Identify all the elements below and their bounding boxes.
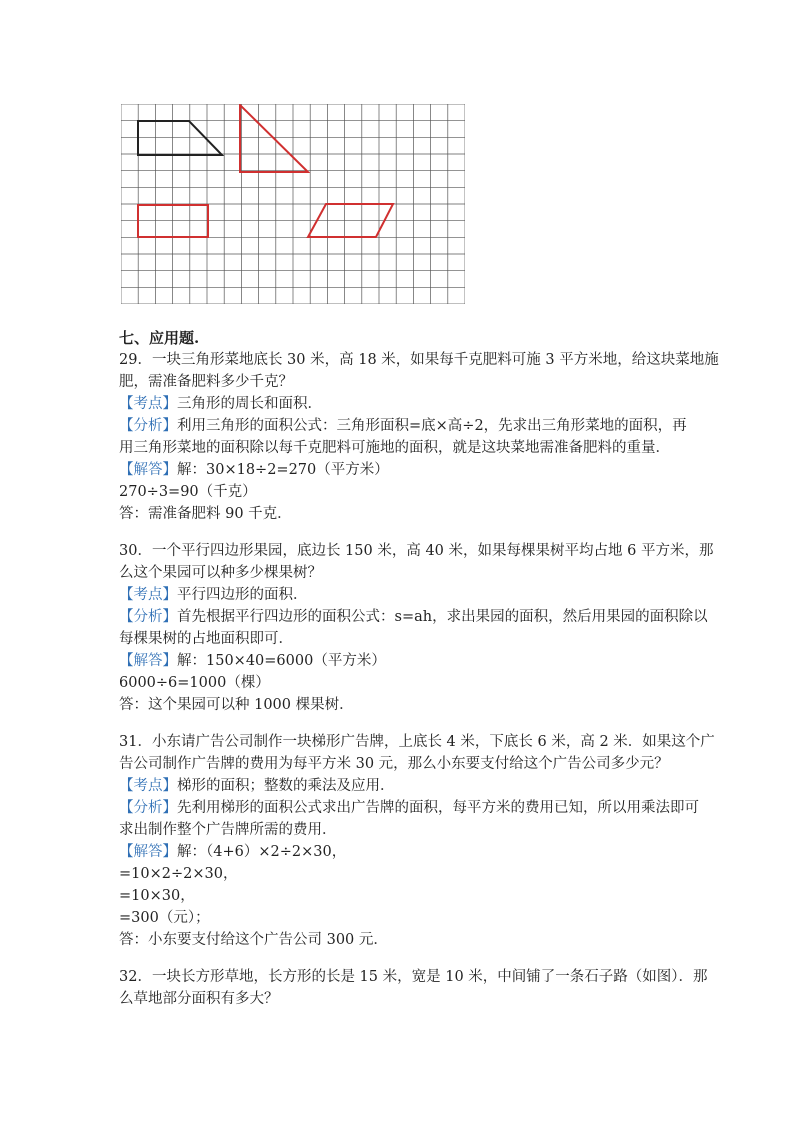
q31-answer: 答：小东要支付给这个广告公司 300 元． [119,932,388,948]
q29-text-line1: 29．一块三角形菜地底长 30 米，高 18 米，如果每千克肥料可施 3 平方米地，给这块菜地施 [119,352,719,368]
q29-fenxi [119,415,687,437]
q29-kaodian-text: 三角形的周长和面积． [177,396,322,412]
kaodian-label: 【考点】 [119,778,177,794]
jieda-label: 【解答】 [119,844,177,860]
q30-jieda-text: 解：150×40=6000（平方米） [177,653,386,669]
q31-step4: =300（元）； [119,910,210,926]
fenxi-label: 【分析】 [119,609,177,625]
q29-fenxi-line2: 用三角形菜地的面积除以每千克肥料可施地的面积，就是这块菜地需准备肥料的重量． [119,440,670,456]
q32-text-line2: 么草地部分面积有多大？ [119,991,279,1007]
q30-step2: 6000÷6=1000（棵） [119,675,270,691]
q30-kaodian [119,584,308,606]
q31-step2: =10×2÷2×30， [119,866,238,882]
q29-fenxi-text1: 利用三角形的面积公式：三角形面积=底×高÷2，先求出三角形菜地的面积，再 [177,418,687,434]
q31-jieda [119,841,346,863]
q31-kaodian [119,775,395,797]
q31-kaodian-text: 梯形的面积；整数的乘法及应用． [177,778,395,794]
black-trapezoid [138,121,222,155]
q30-fenxi-line2: 每棵果树的占地面积即可． [119,631,293,647]
q30-text-line1: 30．一个平行四边形果园，底边长 150 米，高 40 米，如果每棵果树平均占地 6 平方米，那 [119,543,714,559]
q29-kaodian [119,393,322,415]
q30-answer: 答：这个果园可以种 1000 棵果树． [119,697,354,713]
q31-fenxi [119,797,699,819]
q31-fenxi-text1: 先利用梯形的面积公式求出广告牌的面积，每平方米的费用已知，所以用乘法即可 [177,800,699,816]
kaodian-label: 【考点】 [119,587,177,603]
q30-jieda [119,650,386,672]
q29-answer: 答：需准备肥料 90 千克． [119,506,292,522]
q29-jieda [119,459,389,481]
q30-text-line2: 么这个果园可以种多少棵果树？ [119,565,322,581]
jieda-label: 【解答】 [119,653,177,669]
fenxi-label: 【分析】 [119,418,177,434]
section-title: 七、应用题. [119,329,200,347]
fenxi-label: 【分析】 [119,800,177,816]
jieda-label: 【解答】 [119,462,177,478]
q29-text-line2: 肥，需准备肥料多少千克？ [119,374,293,390]
grid-figure [121,104,465,304]
q29-jieda-text: 解：30×18÷2=270（平方米） [177,462,389,478]
kaodian-label: 【考点】 [119,396,177,412]
q31-fenxi-line2: 求出制作整个广告牌所需的费用． [119,822,337,838]
q31-text-line2: 告公司制作广告牌的费用为每平方米 30 元，那么小东要支付给这个广告公司多少元？ [119,756,669,772]
q30-kaodian-text: 平行四边形的面积． [177,587,308,603]
q30-fenxi [119,606,708,628]
q29-step2: 270÷3=90（千克） [119,484,257,500]
q31-jieda-text: 解：（4+6）×2÷2×30， [177,844,347,860]
q32-text-line1: 32．一块长方形草地，长方形的长是 15 米，宽是 10 米，中间铺了一条石子路（如图）．那 [119,969,708,985]
q31-text-line1: 31．小东请广告公司制作一块梯形广告牌，上底长 4 米，下底长 6 米，高 2 米．如果这个广 [119,734,715,750]
q30-fenxi-text1: 首先根据平行四边形的面积公式：s=ah，求出果园的面积，然后用果园的面积除以 [177,609,708,625]
red-right-triangle [240,105,308,172]
q31-step3: =10×30， [119,888,195,904]
